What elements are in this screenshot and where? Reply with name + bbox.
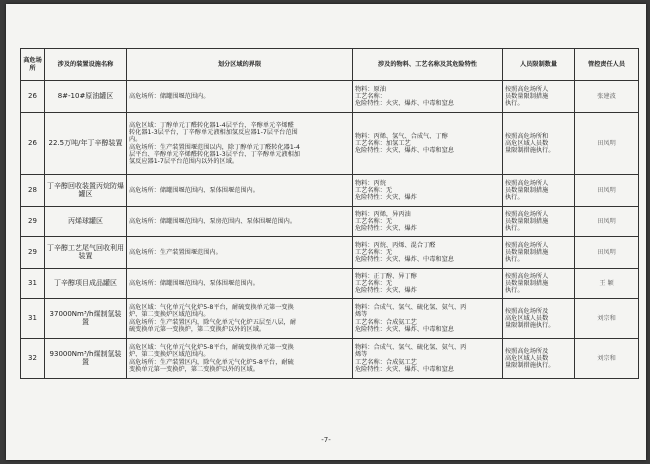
zone-boundary [127,207,353,237]
zone-boundary [127,113,353,175]
material-info-line: 物料：丙烷、丙烯、混合丁醛 [355,241,436,249]
header-material: 涉及的物料、工艺名称及其危险特性 [353,49,503,81]
material-info [353,81,503,113]
material-info [353,237,503,269]
row-number: 29 [21,207,45,237]
material-info-line: 工艺名称：无 [355,186,393,194]
personnel-limit-line: 按照高危场所及 [505,307,549,315]
hazard-table [20,48,639,379]
material-info-line: 工艺名称：无 [355,248,393,256]
material-info-line: 物料：丙烯，异丙油 [355,210,411,218]
material-info-line: 烯等 [355,311,368,319]
personnel-limit-line: 按照高危场所人 [505,210,549,218]
responsible-person: 王 颖 [575,269,639,299]
page-number: -7- [321,436,331,444]
material-info-line: 危险特性：火灾、爆炸 [355,225,417,233]
header-limit: 人员限制数量 [503,49,575,81]
material-info-line: 危险特性：火灾、爆炸 [355,287,417,295]
zone-boundary-line: 氢反应器1-7层平台范围内以外的区域。 [129,158,239,166]
zone-boundary-line: 高危场所：生产装置区内，除气化单元气化炉5-8平台，耐硫 [129,358,294,366]
personnel-limit-line: 执行。 [505,256,524,264]
header-owner: 管控责任人员 [575,49,639,81]
table-row [21,207,639,237]
material-info-line: 工艺名称：无 [355,279,393,287]
zone-boundary-line: 炉、第二变换炉区域范围内。 [129,311,210,319]
personnel-limit [503,113,575,175]
material-info-line: 危险特性：火灾、爆炸、中毒和窒息 [355,147,454,155]
row-number: 28 [21,175,45,207]
material-info-line: 烯等 [355,351,368,359]
row-number: 29 [21,237,45,269]
material-info-line: 物料：正丁醇、异丁醇 [355,272,417,280]
table-row [21,237,639,269]
document-page [6,4,646,460]
zone-boundary-line: 炉、第二变换炉区域范围内。 [129,351,210,359]
row-number: 31 [21,299,45,339]
table-row [21,81,639,113]
table-row [21,113,639,175]
device-name: 丁辛醇项目成品罐区 [45,269,127,299]
personnel-limit-line: 员数量限制措施 [505,186,549,194]
zone-boundary-line: 高危场所：储罐围堰范围内、泵体围堰范围内。 [129,186,259,194]
header-site: 高危场所 [21,49,45,81]
material-info [353,113,503,175]
zone-boundary-line: 高危区域：丁醇单元丁醛转化器1-4层平台，辛醇单元辛烯醛 [129,121,294,129]
zone-boundary-line: 高危场所：生产装置围堰范围内。 [129,248,222,256]
material-info-line: 物料：丙烯、氢气、合成气、丁醇 [355,132,448,140]
material-info-line: 工艺名称：无 [355,217,393,225]
personnel-limit [503,299,575,339]
personnel-limit [503,175,575,207]
zone-boundary [127,299,353,339]
device-name: 丙烯球罐区 [45,207,127,237]
responsible-person: 张建波 [575,81,639,113]
zone-boundary [127,339,353,379]
personnel-limit-line: 员数量限制措施 [505,248,549,256]
material-info-line: 工艺名称：加氢工艺 [355,139,411,147]
personnel-limit-line: 按照高危场所人 [505,272,549,280]
row-number: 26 [21,81,45,113]
device-name: 22.5万吨/年丁辛醇装置 [45,113,127,175]
material-info-line: 危险特性：火灾、爆炸 [355,194,417,202]
material-info-line: 物料：原油 [355,85,386,93]
device-name: 93000Nm³/h煤制氢装置 [45,339,127,379]
zone-boundary [127,237,353,269]
material-info-line: 工艺名称：合成氨工艺 [355,318,417,326]
table-row [21,339,639,379]
personnel-limit-line: 高危区域人员数 [505,354,549,362]
zone-boundary-line: 变换单元第一变换炉，第二变换炉以外的区域。 [129,365,259,373]
zone-boundary-line: 高危区域：气化单元气化炉5-8平台，耐硫变换单元第一变换 [129,303,294,311]
personnel-limit [503,269,575,299]
device-name: 37000Nm³/h煤制氢装置 [45,299,127,339]
material-info [353,299,503,339]
material-info-line: 物料：合成气、氢气、硫化氢、氨气、丙 [355,343,467,351]
zone-boundary [127,81,353,113]
table-header-row [21,49,639,81]
responsible-person: 刘宗和 [575,299,639,339]
material-info-line: 物料：丙烷 [355,179,386,187]
zone-boundary-line: 高危区域：气化单元气化炉5-8平台，耐硫变换单元第一变换 [129,343,294,351]
row-number: 32 [21,339,45,379]
zone-boundary-line: 内。 [129,136,142,144]
zone-boundary-line: 高危场所：生产装置围堰范围以内，除丁醇单元丁醛转化器1-4 [129,143,300,151]
material-info-line: 工艺名称：合成氨工艺 [355,358,417,366]
header-zone: 划分区域的界限 [127,49,353,81]
table-row [21,175,639,207]
personnel-limit-line: 按照高危场所人 [505,85,549,93]
personnel-limit-line: 高危区域人员数 [505,314,549,322]
zone-boundary-line: 高危场所：储罐围堰范围内、泵体围堰范围内。 [129,279,259,287]
responsible-person: 田凤明 [575,207,639,237]
responsible-person: 田凤明 [575,175,639,207]
material-info-line: 工艺名称： [355,92,386,100]
zone-boundary-line: 硫变换单元第一变换炉，第二变换炉以外的区域。 [129,325,266,333]
table-row [21,269,639,299]
row-number: 26 [21,113,45,175]
table-row [21,299,639,339]
personnel-limit [503,237,575,269]
material-info-line: 危险特性：火灾、爆炸、中毒和窒息 [355,256,454,264]
personnel-limit-line: 员数量限制措施 [505,279,549,287]
material-info-line: 危险特性：火灾、爆炸、中毒和窒息 [355,325,454,333]
personnel-limit-line: 高危区域人员数 [505,139,549,147]
material-info-line: 危险特性：火灾、爆炸、中毒和窒息 [355,100,454,108]
personnel-limit-line: 员数量限制措施 [505,217,549,225]
zone-boundary-line: 转化器1-3层平台，丁辛醇单元液相加氢反应器1-7层平台范围 [129,128,298,136]
personnel-limit-line: 员数量限制措施 [505,92,549,100]
material-info [353,339,503,379]
header-device: 涉及的装置设施名称 [45,49,127,81]
personnel-limit-line: 量限制措施执行。 [505,147,555,155]
material-info [353,175,503,207]
personnel-limit-line: 执行。 [505,287,524,295]
material-info-line: 危险特性：火灾、爆炸、中毒和窒息 [355,365,454,373]
responsible-person: 田凤明 [575,113,639,175]
personnel-limit-line: 按照高危场所人 [505,241,549,249]
personnel-limit-line: 执行。 [505,194,524,202]
personnel-limit-line: 执行。 [505,100,524,108]
personnel-limit-line: 执行。 [505,225,524,233]
device-name: 8#-10#原油罐区 [45,81,127,113]
responsible-person: 刘宗和 [575,339,639,379]
zone-boundary [127,269,353,299]
zone-boundary [127,175,353,207]
material-info [353,207,503,237]
personnel-limit-line: 按照高危场所和 [505,132,549,140]
material-info [353,269,503,299]
zone-boundary-line: 高危场所：生产装置区内，除气化单元气化炉五层至八层，耐 [129,318,297,326]
personnel-limit [503,81,575,113]
personnel-limit-line: 量限制措施执行。 [505,322,555,330]
zone-boundary-line: 高危场所：储罐围堰范围内、泵房范围内、泵体围堰范围内。 [129,217,297,225]
zone-boundary-line: 层平台、辛醇单元辛烯醛转化器1-3层平台、丁辛醇单元液相加 [129,150,300,158]
device-name: 丁辛醇工艺尾气回收利用装置 [45,237,127,269]
row-number: 31 [21,269,45,299]
zone-boundary-line: 高危场所：储罐围堰范围内。 [129,92,210,100]
material-info-line: 物料：合成气、氢气、硫化氢、氨气、丙 [355,303,467,311]
personnel-limit-line: 按照高危场所及 [505,347,549,355]
device-name: 丁辛醇回收装置丙烷防爆罐区 [45,175,127,207]
personnel-limit [503,339,575,379]
personnel-limit-line: 按照高危场所人 [505,179,549,187]
personnel-limit-line: 量限制措施执行。 [505,362,555,370]
responsible-person: 田凤明 [575,237,639,269]
personnel-limit [503,207,575,237]
